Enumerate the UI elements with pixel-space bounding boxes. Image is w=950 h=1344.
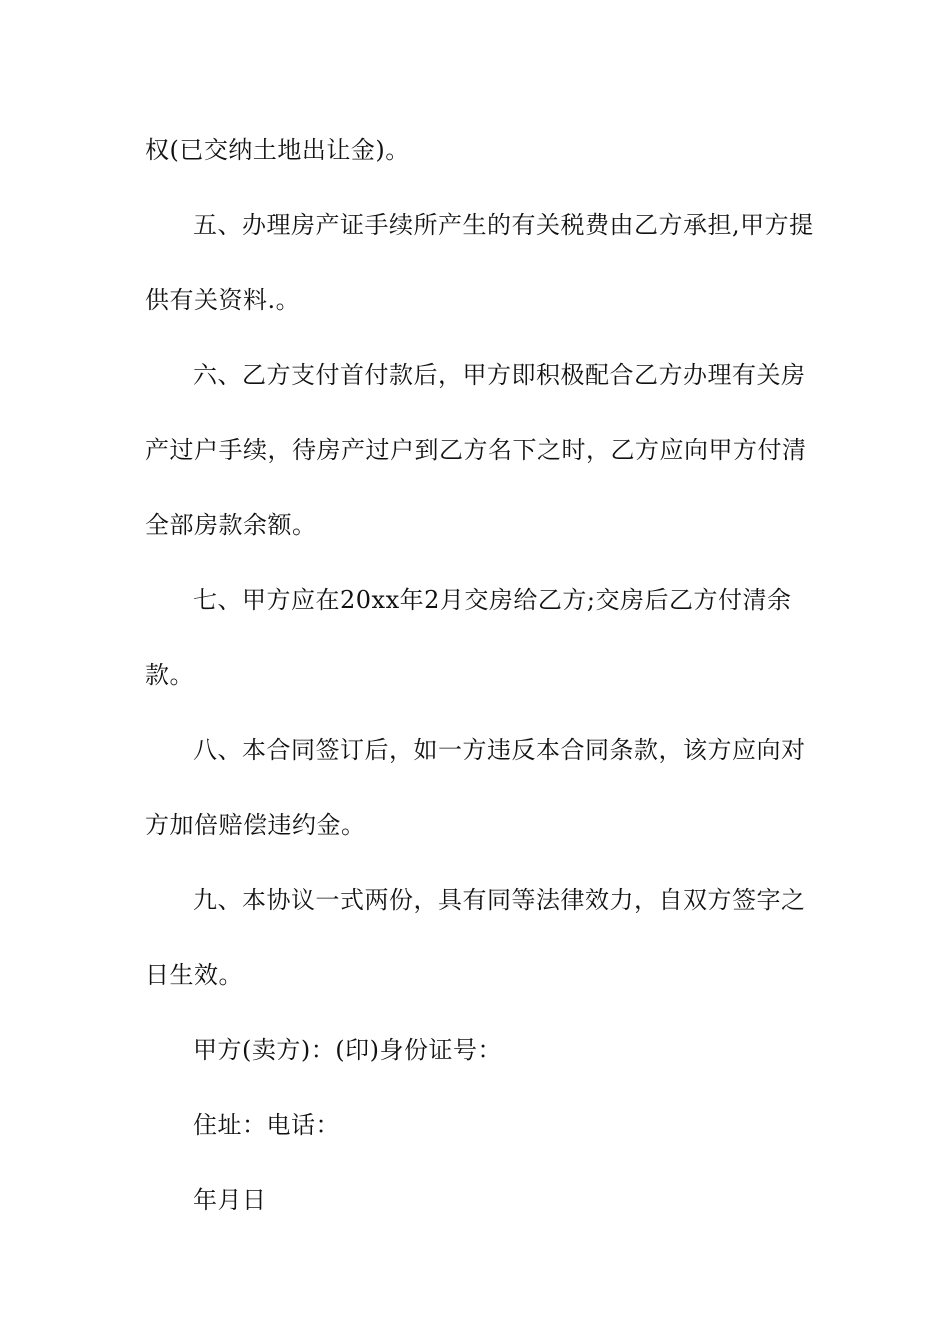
date-line: 年月日 bbox=[193, 1186, 267, 1214]
clause-8-line-2: 方加倍赔偿违约金。 bbox=[145, 811, 366, 839]
party-a-signature-line: 甲方(卖方)：(印)身份证号： bbox=[193, 1036, 502, 1064]
clause-9-line-2: 日生效。 bbox=[145, 961, 243, 989]
text-line-1: 权(已交纳土地出让金)。 bbox=[145, 136, 410, 164]
clause-5-line-1: 五、办理房产证手续所产生的有关税费由乙方承担,甲方提 bbox=[193, 211, 814, 239]
address-phone-line: 住址：电话： bbox=[193, 1111, 340, 1139]
clause-7-line-1: 七、甲方应在20xx年2月交房给乙方;交房后乙方付清余 bbox=[193, 586, 792, 614]
clause-6-line-3: 全部房款余额。 bbox=[145, 511, 317, 539]
clause-6-line-1: 六、乙方支付首付款后，甲方即积极配合乙方办理有关房 bbox=[193, 361, 806, 389]
clause-9-line-1: 九、本协议一式两份，具有同等法律效力，自双方签字之 bbox=[193, 886, 806, 914]
clause-7-line-2: 款。 bbox=[145, 661, 194, 689]
clause-6-line-2: 产过户手续，待房产过户到乙方名下之时，乙方应向甲方付清 bbox=[145, 436, 807, 464]
clause-8-line-1: 八、本合同签订后，如一方违反本合同条款，该方应向对 bbox=[193, 736, 806, 764]
clause-5-line-2: 供有关资料.。 bbox=[145, 286, 301, 314]
